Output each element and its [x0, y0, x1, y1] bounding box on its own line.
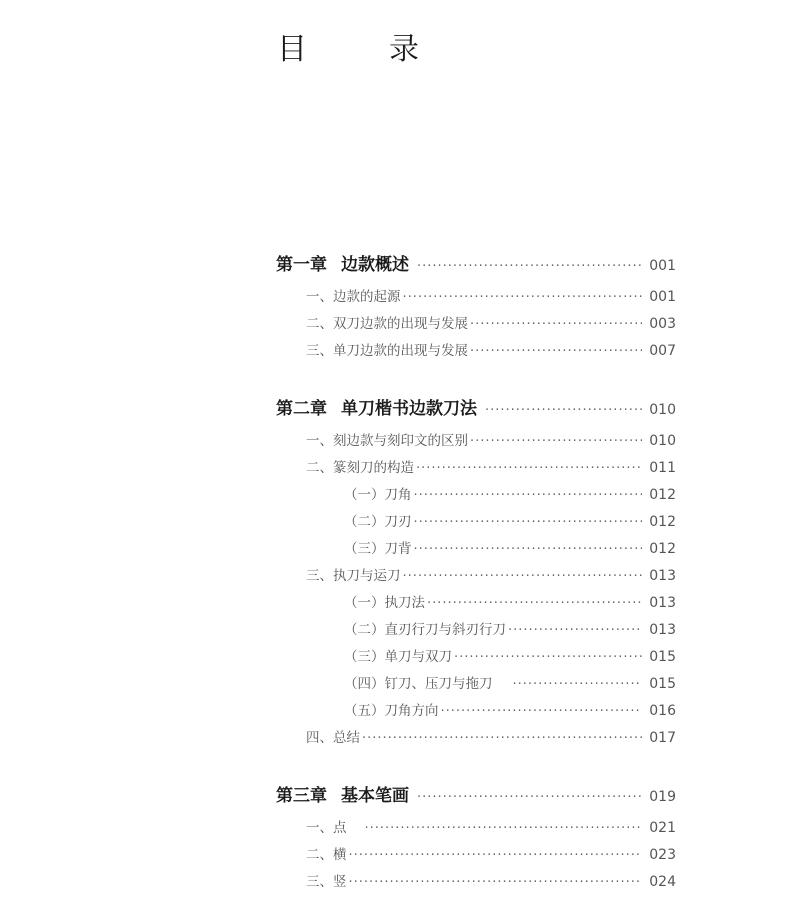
dot-leader — [470, 344, 642, 359]
toc-entry[interactable] — [306, 456, 676, 476]
page-number: 001 — [649, 289, 676, 305]
page-number: 012 — [649, 541, 676, 557]
toc-entry[interactable] — [306, 285, 676, 305]
dot-leader — [362, 731, 642, 746]
dot-leader — [485, 403, 642, 418]
page-title: 目 录 — [277, 32, 445, 67]
chapter-number: 第二章 — [276, 399, 327, 419]
dot-leader — [470, 317, 642, 332]
toc-entry[interactable] — [306, 843, 676, 863]
toc-subentry[interactable] — [344, 618, 676, 638]
entry-label: （二）刀刃 — [344, 514, 412, 530]
dot-leader — [414, 515, 643, 530]
dot-leader — [416, 461, 642, 476]
page-number: 015 — [649, 676, 676, 692]
toc-entry[interactable] — [306, 870, 676, 890]
toc-entry[interactable] — [306, 816, 676, 836]
entry-label: （四）钉刀、压刀与拖刀 — [344, 676, 493, 692]
page-number: 024 — [649, 874, 676, 890]
dot-leader — [349, 848, 643, 863]
page-number: 010 — [649, 433, 676, 449]
chapter-title: 边款概述 — [341, 255, 409, 275]
page-number: 013 — [649, 622, 676, 638]
page-number: 019 — [649, 789, 676, 805]
entry-label: 四、总结 — [306, 730, 360, 746]
toc-entry[interactable] — [306, 726, 676, 746]
toc-chapter-2[interactable] — [276, 394, 676, 419]
dot-leader — [414, 488, 643, 503]
toc-subentry[interactable] — [344, 510, 676, 530]
toc-subentry[interactable] — [344, 483, 676, 503]
dot-leader — [513, 677, 643, 692]
page-number: 007 — [649, 343, 676, 359]
page-number: 013 — [649, 595, 676, 611]
dot-leader — [417, 259, 642, 274]
toc-entry[interactable] — [306, 339, 676, 359]
dot-leader — [470, 434, 642, 449]
chapter-heading — [276, 394, 477, 419]
toc-entry[interactable] — [306, 312, 676, 332]
dot-leader — [403, 290, 643, 305]
toc-subentry[interactable] — [344, 645, 676, 665]
toc-subentry[interactable] — [344, 699, 676, 719]
entry-label: 二、篆刻刀的构造 — [306, 460, 414, 476]
page-number: 012 — [649, 514, 676, 530]
toc-entry[interactable] — [306, 429, 676, 449]
entry-label: （一）刀角 — [344, 487, 412, 503]
entry-label: （三）单刀与双刀 — [344, 649, 452, 665]
entry-label: （五）刀角方向 — [344, 703, 439, 719]
dot-leader — [508, 623, 642, 638]
dot-leader — [441, 704, 643, 719]
entry-label: 二、横 — [306, 847, 347, 863]
page-number: 012 — [649, 487, 676, 503]
toc-subentry[interactable] — [344, 672, 676, 692]
chapter-number: 第一章 — [276, 255, 327, 275]
page-number: 010 — [649, 402, 676, 418]
entry-label: 三、执刀与运刀 — [306, 568, 401, 584]
dot-leader — [454, 650, 642, 665]
toc-chapter-1[interactable] — [276, 250, 676, 275]
page-number: 015 — [649, 649, 676, 665]
dot-leader — [427, 596, 642, 611]
dot-leader — [414, 542, 643, 557]
chapter-number: 第三章 — [276, 786, 327, 806]
toc-subentry[interactable] — [344, 591, 676, 611]
dot-leader — [403, 569, 643, 584]
page-number: 011 — [649, 460, 676, 476]
toc-entry[interactable] — [306, 564, 676, 584]
toc-chapter-3[interactable] — [276, 781, 676, 806]
chapter-title: 基本笔画 — [341, 786, 409, 806]
page-number: 001 — [649, 258, 676, 274]
chapter-heading — [276, 250, 409, 275]
entry-label: 三、竖 — [306, 874, 347, 890]
page-number: 021 — [649, 820, 676, 836]
page-number: 013 — [649, 568, 676, 584]
dot-leader — [417, 790, 642, 805]
chapter-title: 单刀楷书边款刀法 — [341, 399, 477, 419]
page-number: 017 — [649, 730, 676, 746]
page-number: 016 — [649, 703, 676, 719]
dot-leader — [349, 875, 643, 890]
entry-label: 二、双刀边款的出现与发展 — [306, 316, 468, 332]
page-number: 003 — [649, 316, 676, 332]
page-number: 023 — [649, 847, 676, 863]
entry-label: 三、单刀边款的出现与发展 — [306, 343, 468, 359]
entry-label: （二）直刃行刀与斜刃行刀 — [344, 622, 506, 638]
entry-label: （一）执刀法 — [344, 595, 425, 611]
toc-subentry[interactable] — [344, 537, 676, 557]
entry-label: 一、点 — [306, 820, 347, 836]
chapter-heading — [276, 781, 409, 806]
entry-label: 一、边款的起源 — [306, 289, 401, 305]
dot-leader — [365, 821, 643, 836]
entry-label: 一、刻边款与刻印文的区别 — [306, 433, 468, 449]
entry-label: （三）刀背 — [344, 541, 412, 557]
